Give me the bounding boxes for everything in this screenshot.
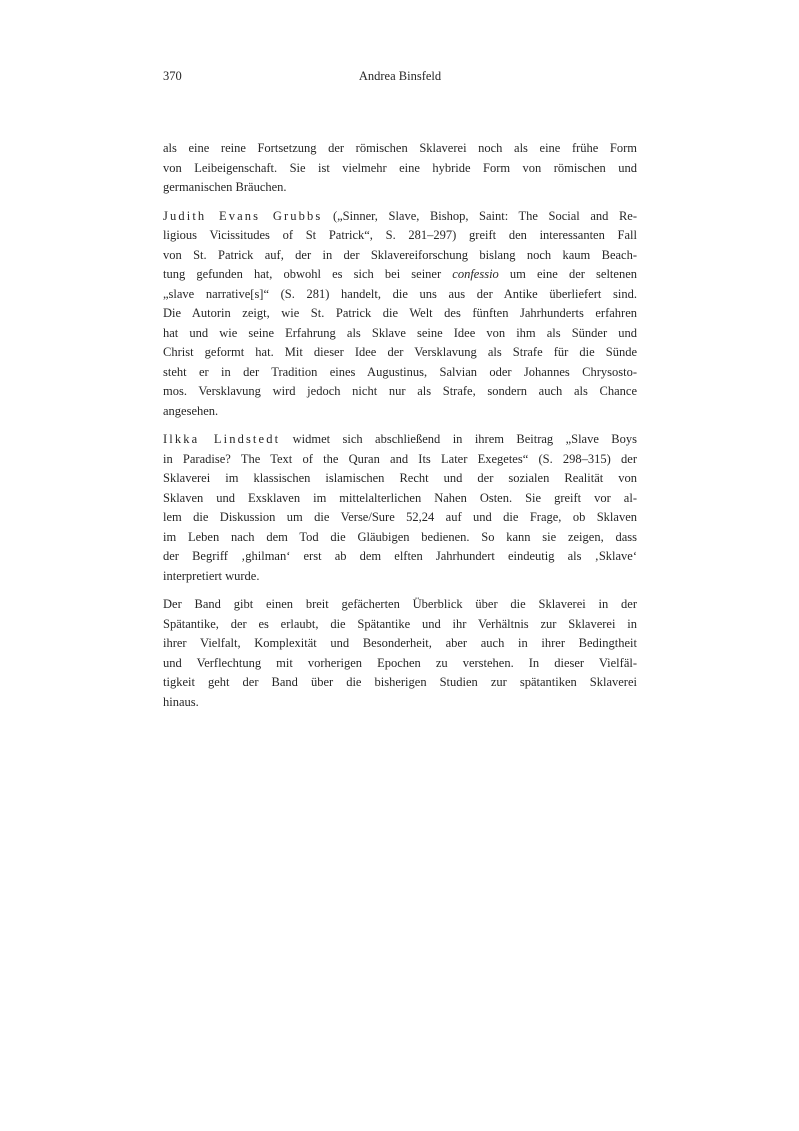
text-line: [163, 634, 637, 654]
body-text: [163, 139, 637, 712]
text-segment: „slave narrative[s]“ (S. 281) handelt, die uns aus der Antike überliefert sind.: [163, 286, 637, 301]
text-segment: Spätantike, der es erlaubt, die Spätantike und ihr Verhältnis zur Sklaverei in: [163, 616, 637, 631]
text-line: [163, 595, 637, 615]
text-line: [163, 673, 637, 693]
text-segment: ligious Vicissitudes of St Patrick“, S. 281–297) greift den interessanten Fall: [163, 228, 637, 242]
spaced-author-name: Ilkka Lindstedt: [163, 432, 281, 446]
text-line: [163, 402, 637, 422]
text-segment: hinaus.: [163, 694, 199, 709]
running-title: Andrea Binsfeld: [358, 69, 442, 83]
text-segment: hat und wie seine Erfahrung als Sklave seine Idee von ihm als Sünder und: [163, 325, 637, 340]
text-segment: in Paradise? The Text of the Quran and Its Later Exegetes“ (S. 298–315) der: [163, 451, 637, 466]
text-segment: im Leben nach dem Tod die Gläubigen bedienen. So kann sie zeigen, dass: [163, 529, 637, 544]
text-line: [163, 285, 637, 305]
paragraph: [163, 207, 637, 422]
text-line: [163, 363, 637, 383]
text-segment: der Begriff ‚ghilman‘ erst ab dem elften Jahrhundert eindeutig als ‚Sklave‘: [163, 549, 637, 563]
text-line: [163, 528, 637, 548]
page-number: 370: [163, 69, 182, 83]
text-line: [163, 508, 637, 528]
text-line: [163, 450, 637, 470]
text-segment: Sklaverei im klassischen islamischen Recht und der sozialen Realität von: [163, 471, 637, 485]
text-line: [163, 139, 637, 159]
text-line: [163, 304, 637, 324]
text-segment: von St. Patrick auf, der in der Sklavereiforschung bislang noch kaum Beach-: [163, 247, 637, 262]
text-segment: als eine reine Fortsetzung der römischen Sklaverei noch als eine frühe Form: [163, 141, 637, 155]
text-segment: angesehen.: [163, 403, 219, 418]
text-segment: („Sinner, Slave, Bishop, Saint: The Social and Re-: [322, 208, 637, 223]
text-segment: Sklaven und Exsklaven im mittelalterlichen Nahen Osten. Sie greift vor al-: [163, 490, 637, 505]
text-line: [163, 430, 637, 450]
paragraph: [163, 139, 637, 198]
text-line: [163, 489, 637, 509]
text-line: [163, 324, 637, 344]
text-segment: Christ geformt hat. Mit dieser Idee der Versklavung als Strafe für die Sünde: [163, 345, 637, 359]
text-segment: Der Band gibt einen breit gefächerten Überblick über die Sklaverei in der: [163, 597, 637, 611]
text-segment: steht er in der Tradition eines Augustinus, Salvian oder Johannes Chrysosto-: [163, 364, 637, 379]
text-line: [163, 567, 637, 587]
text-segment: tung gefunden hat, obwohl es sich bei seiner: [163, 267, 453, 281]
paragraph: [163, 595, 637, 712]
paragraph: [163, 430, 637, 586]
text-segment: ihrer Vielfalt, Komplexität und Besonderheit, aber auch in ihrer Bedingtheit: [163, 636, 637, 650]
spaced-author-name: Judith Evans Grubbs: [163, 208, 323, 223]
text-line: [163, 226, 637, 246]
text-line: [163, 469, 637, 489]
text-line: [163, 246, 637, 266]
text-segment: lem die Diskussion um die Verse/Sure 52,24 auf und die Frage, ob Sklaven: [163, 510, 637, 524]
text-segment: interpretiert wurde.: [163, 568, 260, 583]
text-segment: von Leibeigenschaft. Sie ist vielmehr eine hybride Form von römischen und: [163, 160, 637, 175]
text-line: [163, 547, 637, 567]
text-line: [163, 265, 637, 285]
text-line: [163, 654, 637, 674]
text-line: [163, 382, 637, 402]
text-segment: und Verflechtung mit vorherigen Epochen zu verstehen. In dieser Vielfäl-: [163, 655, 637, 670]
italic-term: confessio: [452, 267, 499, 281]
text-segment: mos. Versklavung wird jedoch nicht nur als Strafe, sondern auch als Chance: [163, 384, 637, 398]
text-line: [163, 178, 637, 198]
text-segment: tigkeit geht der Band über die bisherigen Studien zur spätantiken Sklaverei: [163, 675, 637, 689]
text-segment: Die Autorin zeigt, wie St. Patrick die Welt des fünften Jahrhunderts erfahren: [163, 306, 637, 320]
text-line: [163, 693, 637, 713]
text-line: [163, 159, 637, 179]
text-segment: germanischen Bräuchen.: [163, 180, 287, 194]
text-line: [163, 343, 637, 363]
text-segment: um eine der seltenen: [498, 267, 637, 281]
page-header: [163, 68, 637, 85]
text-segment: widmet sich abschließend in ihrem Beitrag „Slave Boys: [280, 432, 637, 446]
text-line: [163, 615, 637, 635]
text-line: [163, 207, 637, 227]
